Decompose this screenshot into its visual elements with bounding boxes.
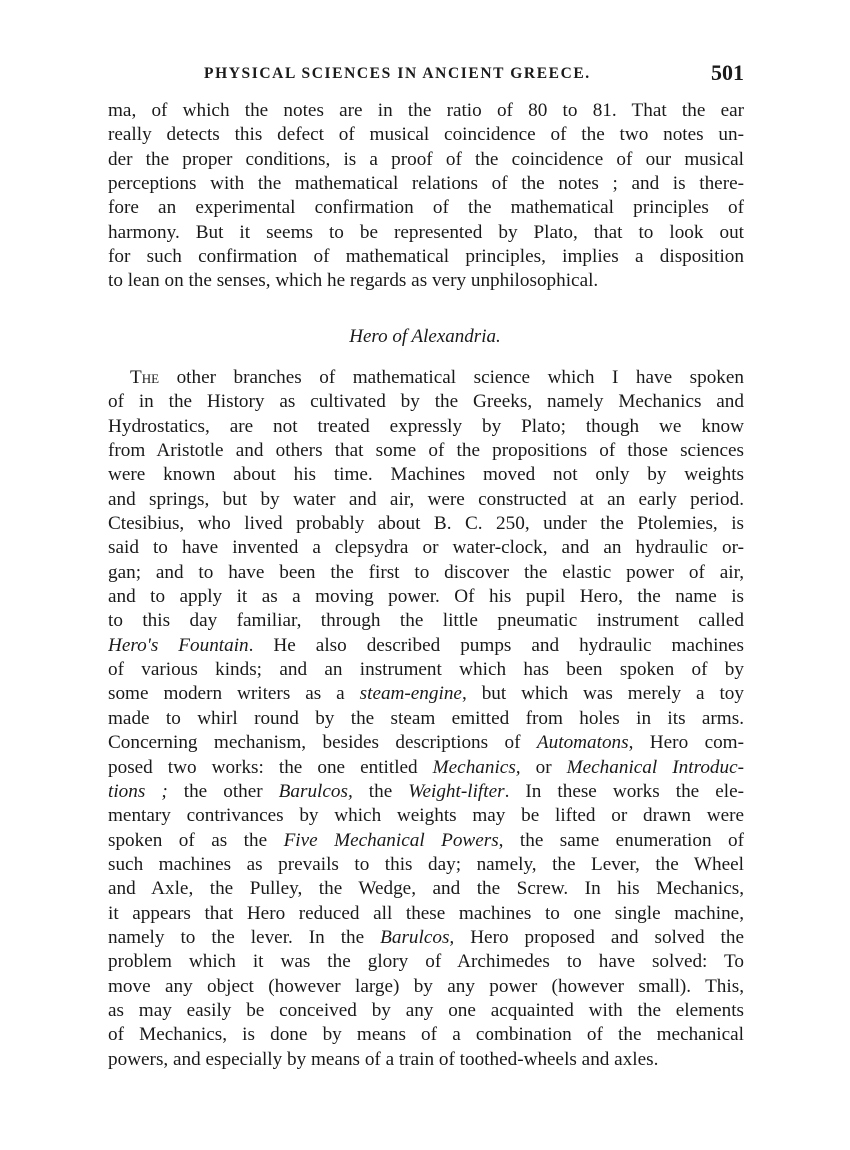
- text-line: fore an experimental confirmation of the mathematical principles of: [108, 197, 744, 219]
- text-line: it appears that Hero reduced all these machines to one single machine,: [108, 902, 744, 924]
- text-line: to this day familiar, through the little pneumatic instrument called: [108, 610, 744, 632]
- text-line: harmony. But it seems to be represented by Plato, that to look out: [108, 221, 744, 243]
- text-line: Hydrostatics, are not treated expressly by Plato; though we know: [108, 415, 744, 437]
- text-line: namely to the lever. In the Barulcos, Hero proposed and solved the: [108, 926, 744, 948]
- text-line: and to apply it as a moving power. Of his pupil Hero, the name is: [108, 586, 744, 608]
- section-heading: Hero of Alexandria.: [349, 326, 501, 347]
- text-line: spoken of as the Five Mechanical Powers, the same enumeration of: [108, 829, 744, 851]
- lead-word: The: [130, 367, 160, 388]
- text-line: Hero's Fountain. He also described pumps and hydraulic machines: [108, 634, 744, 656]
- page-number: 501: [711, 60, 744, 85]
- running-title: PHYSICAL SCIENCES IN ANCIENT GREECE.: [204, 65, 591, 82]
- text-line: some modern writers as a steam-engine, but which was merely a toy: [108, 683, 744, 705]
- text-line: such machines as prevails to this day; namely, the Lever, the Wheel: [108, 853, 744, 875]
- text-line-rest: other branches of mathematical science which I have spoken: [159, 367, 744, 388]
- text-line: as may easily be conceived by any one acquainted with the elements: [108, 999, 744, 1021]
- text-line: move any object (however large) by any power (however small). This,: [108, 975, 744, 997]
- text-line: of in the History as cultivated by the Greeks, namely Mechanics and: [108, 391, 744, 413]
- text-line: made to whirl round by the steam emitted from holes in its arms.: [108, 707, 744, 729]
- text-line: were known about his time. Machines moved not only by weights: [108, 464, 744, 486]
- text-line: said to have invented a clepsydra or water-clock, and an hydraulic or-: [108, 537, 744, 559]
- text-line: for such confirmation of mathematical principles, implies a disposition: [108, 246, 744, 268]
- text-line: and Axle, the Pulley, the Wedge, and the Screw. In his Mechanics,: [108, 878, 744, 900]
- text-line: problem which it was the glory of Archimedes to have solved: To: [108, 951, 744, 973]
- text-line: tions ; the other Barulcos, the Weight-lifter. In these works the ele-: [108, 780, 744, 802]
- text-line: to lean on the senses, which he regards as very unphilosophical.: [108, 270, 599, 292]
- text-line: Concerning mechanism, besides descriptions of Automatons, Hero com-: [108, 732, 744, 754]
- text-line: Ctesibius, who lived probably about B. C. 250, under the Ptolemies, is: [108, 513, 744, 535]
- text-line: posed two works: the one entitled Mechanics, or Mechanical Introduc-: [108, 756, 744, 778]
- text-line: really detects this defect of musical coincidence of the two notes un-: [108, 124, 744, 146]
- text-line: ma, of which the notes are in the ratio of 80 to 81. That the ear: [108, 100, 744, 121]
- text-line-first: [108, 366, 744, 390]
- text-line: perceptions with the mathematical relations of the notes ; and is there-: [108, 173, 744, 195]
- text-line: der the proper conditions, is a proof of the coincidence of our musical: [108, 148, 744, 170]
- text-line: of various kinds; and an instrument which has been spoken of by: [108, 659, 744, 681]
- text-line: of Mechanics, is done by means of a combination of the mechanical: [108, 1024, 744, 1046]
- text-line: mentary contrivances by which weights may be lifted or drawn were: [108, 805, 744, 827]
- paragraph-continued: [108, 99, 744, 294]
- paragraph-hero: [108, 366, 744, 1072]
- text-line: from Aristotle and others that some of the propositions of those sciences: [108, 440, 744, 462]
- page-header: [108, 62, 744, 88]
- text-line: gan; and to have been the first to discover the elastic power of air,: [108, 561, 744, 583]
- text-line: and springs, but by water and air, were constructed at an early period.: [108, 488, 744, 510]
- text-line: powers, and especially by means of a train of toothed-wheels and axles.: [108, 1048, 659, 1070]
